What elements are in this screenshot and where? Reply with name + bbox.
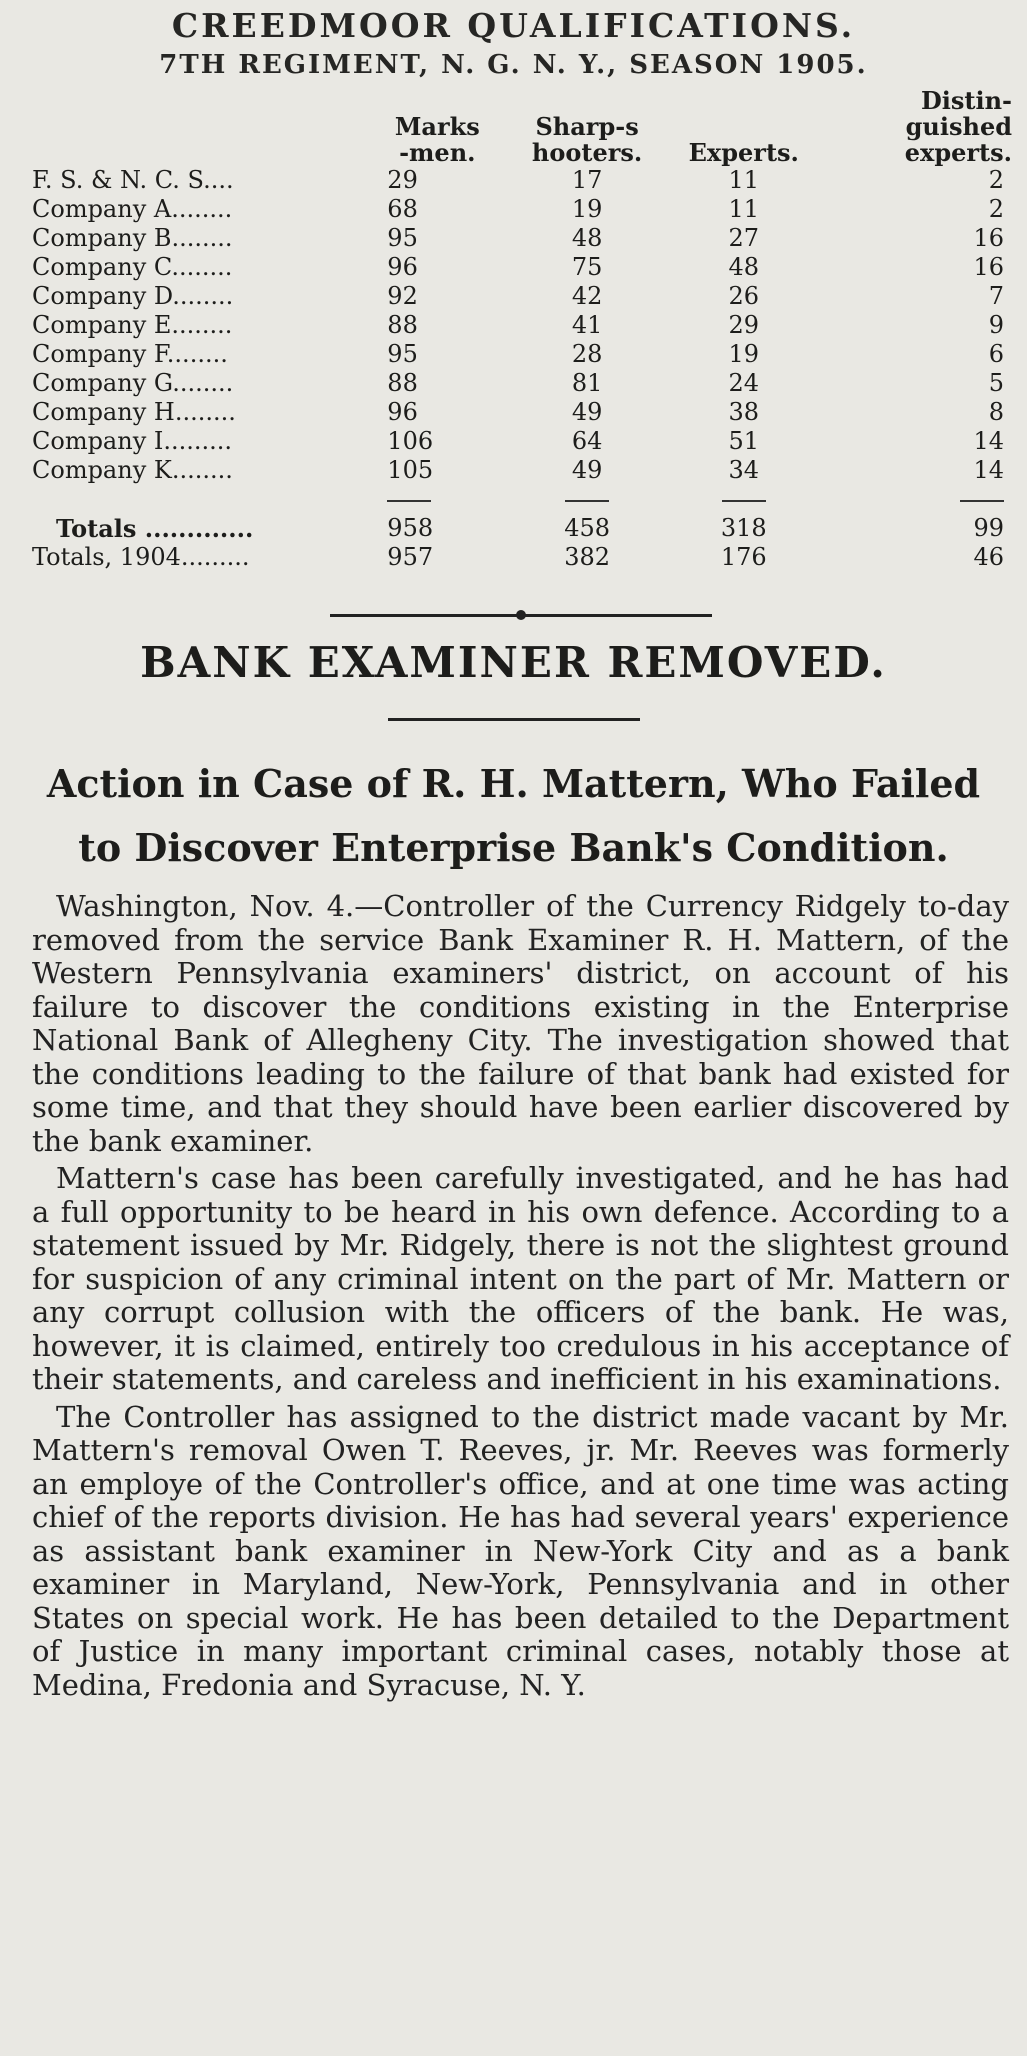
qualifications-table <box>32 88 1012 572</box>
headline-rule <box>388 718 640 721</box>
subhead-line: to Discover Enterprise Bank's Condition. <box>78 825 949 870</box>
table-row <box>32 427 1012 456</box>
rule-mark <box>387 500 431 502</box>
experts-cell: 26 <box>728 282 760 310</box>
sharpshooters-cell: 19 <box>571 195 603 223</box>
distinguished-cell: 6 <box>988 340 1004 368</box>
subhead-line: Action in Case of R. H. Mattern, Who Failed <box>46 761 981 806</box>
table-row <box>32 166 1012 195</box>
table-row <box>32 195 1012 224</box>
experts-cell: 176 <box>720 543 767 571</box>
totals-row <box>32 514 1012 543</box>
sharpshooters-cell: 75 <box>571 253 603 281</box>
marksmen-cell: 95 <box>387 340 418 368</box>
section-divider <box>330 614 712 617</box>
row-label: Company H........ <box>32 398 236 426</box>
totals-row <box>32 543 1012 572</box>
row-label: Company A........ <box>32 195 233 223</box>
article-headline: BANK EXAMINER REMOVED. <box>140 638 887 687</box>
article-paragraph: Washington, Nov. 4.—Controller of the Currency Ridgely to-day removed from the service Bank Examiner R. H. Mattern, of the Western Pennsylvania examiners' district, on account of his failure to discover the conditions existing in the Enterprise National Bank of Allegheny City. The investigation showed that the conditions leading to the failure of that bank had existed for some time, and that they should have been earlier discovered by the bank examiner. <box>32 889 1009 1158</box>
experts-cell: 24 <box>728 369 760 397</box>
marksmen-cell: 29 <box>387 166 418 194</box>
sharpshooters-cell: 81 <box>571 369 603 397</box>
header-experts <box>670 88 817 166</box>
marksmen-cell: 92 <box>387 282 418 310</box>
experts-cell: 27 <box>728 224 760 252</box>
distinguished-cell: 99 <box>973 514 1004 542</box>
row-label: Company D........ <box>32 282 234 310</box>
header-distinguished-label: Distin-guished experts. <box>904 86 1012 167</box>
distinguished-cell: 16 <box>973 224 1004 252</box>
rule-mark <box>722 500 766 502</box>
row-label: Company K........ <box>32 456 233 484</box>
rule-mark <box>960 500 1004 502</box>
sharpshooters-cell: 48 <box>571 224 603 252</box>
table-row <box>32 253 1012 282</box>
row-label: Company E........ <box>32 311 233 339</box>
marksmen-cell: 96 <box>387 398 418 426</box>
row-label: Totals, 1904......... <box>32 543 250 571</box>
sharpshooters-cell: 28 <box>571 340 603 368</box>
sharpshooters-cell: 382 <box>564 543 610 571</box>
article-paragraph: The Controller has assigned to the district made vacant by Mr. Mattern's removal Owen T. Reeves, jr. Mr. Reeves was formerly an employe of the Controller's office, and at one time was acting chief of the reports division. He has had several years' experience as assistant bank examiner in New-York City and as a bank examiner in Maryland, New-York, Pennsylvania and in other States on special work. He has been detailed to the Department of Justice in many important criminal cases, notably those at Medina, Fredonia and Syracuse, N. Y. <box>32 1399 1009 1702</box>
sharpshooters-cell: 42 <box>571 282 603 310</box>
divider-dot <box>516 610 526 620</box>
marksmen-cell: 957 <box>387 543 434 571</box>
table-header-row <box>32 88 1012 166</box>
marksmen-cell: 105 <box>387 456 434 484</box>
article-body <box>32 890 1009 1706</box>
header-marksmen <box>387 88 504 166</box>
experts-cell: 19 <box>728 340 760 368</box>
table-row <box>32 398 1012 427</box>
totals-rule-row <box>32 485 1012 514</box>
header-sharpshooters-label: Sharp-shooters. <box>531 112 643 167</box>
row-label: F. S. & N. C. S.... <box>32 166 234 194</box>
distinguished-cell: 5 <box>988 369 1004 397</box>
marksmen-cell: 88 <box>387 311 418 339</box>
row-label: Company B........ <box>32 224 233 252</box>
row-label: Company C........ <box>32 253 233 281</box>
experts-cell: 11 <box>728 195 760 223</box>
marksmen-cell: 106 <box>387 427 434 455</box>
rule-mark <box>565 500 609 502</box>
distinguished-cell: 2 <box>988 195 1004 223</box>
distinguished-cell: 9 <box>988 311 1004 339</box>
experts-cell: 34 <box>728 456 760 484</box>
experts-cell: 51 <box>728 427 760 455</box>
marksmen-cell: 68 <box>387 195 418 223</box>
sharpshooters-cell: 49 <box>571 456 603 484</box>
distinguished-cell: 16 <box>973 253 1004 281</box>
experts-cell: 38 <box>728 398 760 426</box>
row-label: Company G........ <box>32 369 234 397</box>
distinguished-cell: 14 <box>973 456 1004 484</box>
table-row <box>32 224 1012 253</box>
table-row <box>32 456 1012 485</box>
header-distinguished <box>817 88 1012 166</box>
distinguished-cell: 46 <box>973 543 1004 571</box>
marksmen-cell: 96 <box>387 253 418 281</box>
table-row <box>32 340 1012 369</box>
table-body <box>32 166 1012 572</box>
distinguished-cell: 8 <box>988 398 1004 426</box>
article-subhead <box>0 752 1027 880</box>
table-title: CREEDMOOR QUALIFICATIONS. <box>171 6 856 45</box>
article-paragraph: Mattern's case has been carefully investigated, and he has had a full opportunity to be heard in his own defence. According to a statement issued by Mr. Ridgely, there is not the slightest ground for suspicion of any criminal intent on the part of Mr. Mattern or any corrupt collusion with the officers of the bank. He was, however, it is claimed, entirely too credulous in his acceptance of their statements, and careless and inefficient in his examinations. <box>32 1161 1009 1396</box>
sharpshooters-cell: 49 <box>571 398 603 426</box>
sharpshooters-cell: 64 <box>571 427 603 455</box>
experts-cell: 11 <box>728 166 760 194</box>
row-label: Company F........ <box>32 340 228 368</box>
row-label: Company I......... <box>32 427 233 455</box>
marksmen-cell: 88 <box>387 369 418 397</box>
sharpshooters-cell: 41 <box>571 311 603 339</box>
distinguished-cell: 2 <box>988 166 1004 194</box>
experts-cell: 29 <box>728 311 760 339</box>
table-row <box>32 369 1012 398</box>
table-row <box>32 282 1012 311</box>
marksmen-cell: 958 <box>387 514 434 542</box>
header-blank <box>32 88 387 166</box>
distinguished-cell: 7 <box>988 282 1004 310</box>
experts-cell: 48 <box>728 253 760 281</box>
header-experts-label: Experts. <box>688 138 799 167</box>
header-sharpshooters <box>504 88 670 166</box>
header-marksmen-label: Marks-men. <box>394 112 480 167</box>
table-row <box>32 311 1012 340</box>
sharpshooters-cell: 458 <box>564 514 610 542</box>
row-label: Totals ............. <box>56 514 254 543</box>
sharpshooters-cell: 17 <box>571 166 603 194</box>
distinguished-cell: 14 <box>973 427 1004 455</box>
table-subtitle: 7TH REGIMENT, N. G. N. Y., SEASON 1905. <box>159 50 868 80</box>
marksmen-cell: 95 <box>387 224 418 252</box>
experts-cell: 318 <box>720 514 767 542</box>
